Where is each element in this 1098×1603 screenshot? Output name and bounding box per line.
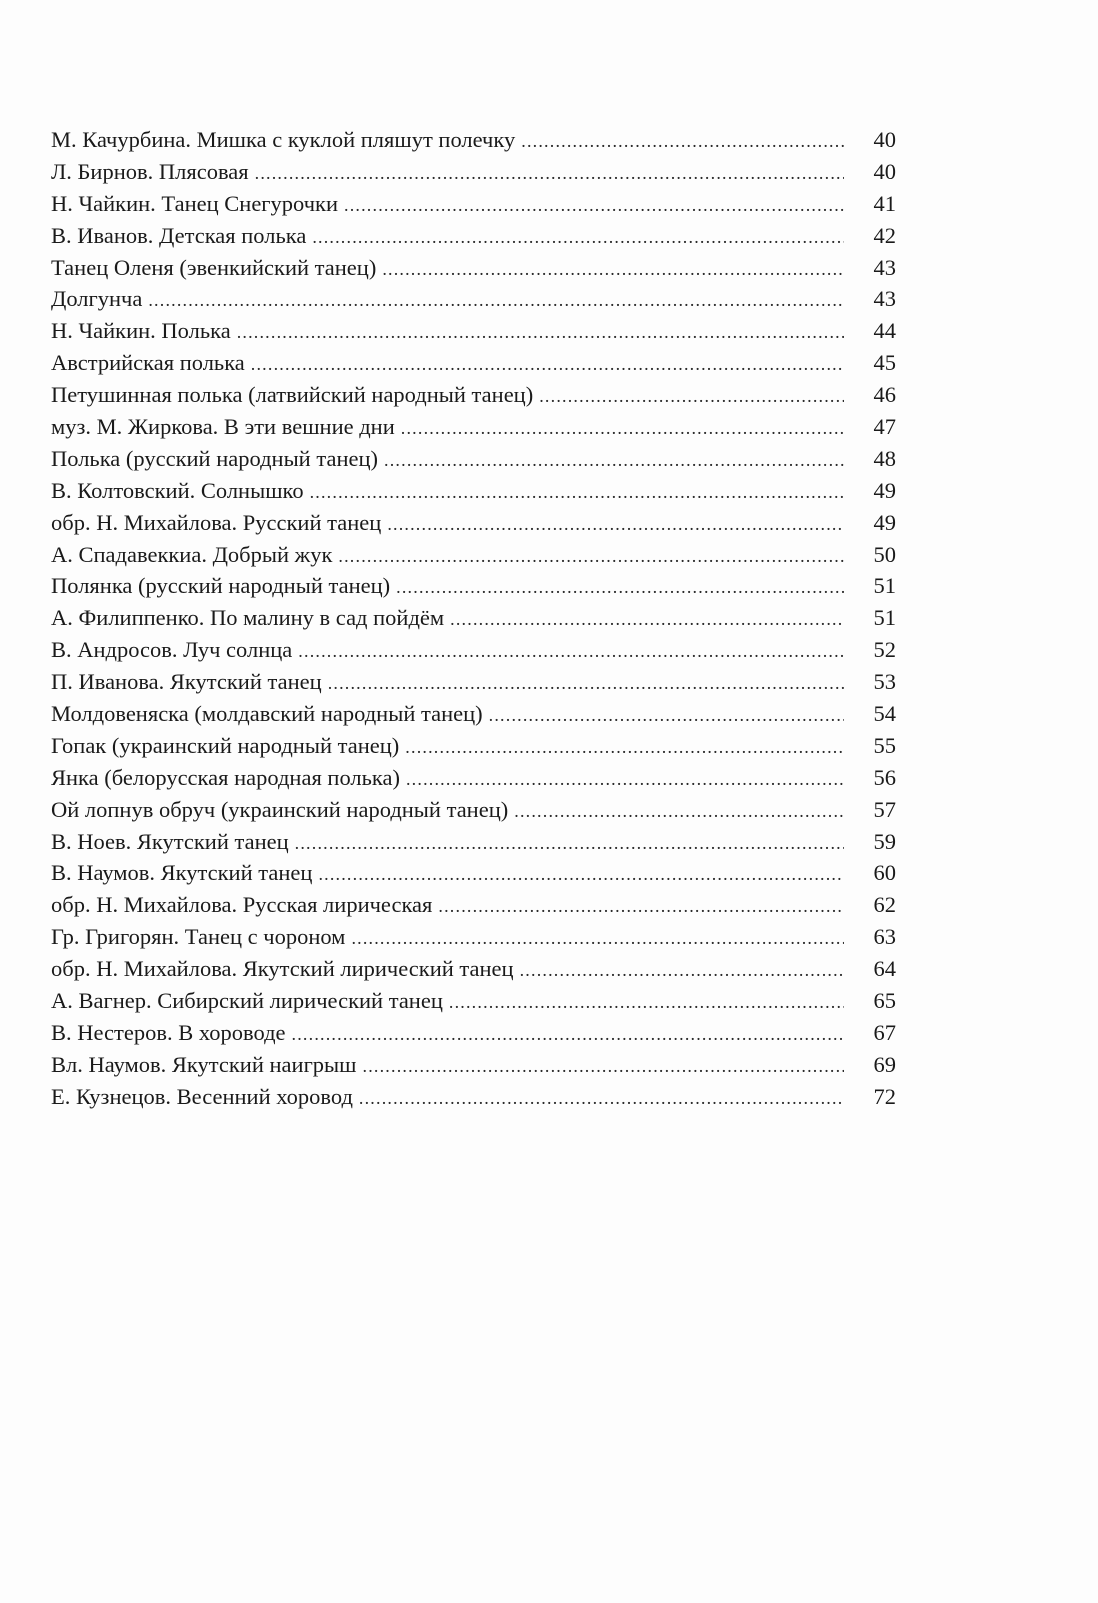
toc-entry bbox=[51, 446, 896, 478]
toc-entry-title: М. Качурбина. Мишка с куклой пляшут полечку bbox=[51, 127, 516, 152]
toc-dot-leader bbox=[387, 514, 844, 535]
toc-dot-leader bbox=[318, 864, 844, 885]
toc-entry bbox=[51, 1084, 896, 1116]
toc-entry-title: Янка (белорусская народная полька) bbox=[51, 764, 400, 790]
toc-entry-page-number: 67 bbox=[873, 1019, 896, 1045]
toc-dot-leader bbox=[489, 705, 844, 726]
toc-entry-title: Н. Чайкин. Полька bbox=[51, 318, 231, 344]
toc-dot-leader bbox=[351, 928, 844, 949]
toc-entry-page-number: 65 bbox=[873, 988, 896, 1014]
toc-entry-title: Ой лопнув обруч (украинский народный танец) bbox=[51, 796, 509, 822]
toc-dot-leader bbox=[520, 960, 844, 981]
toc-entry-page-number: 62 bbox=[873, 892, 896, 918]
toc-dot-leader bbox=[449, 992, 844, 1013]
toc-entry-title: Танец Оленя (эвенкийский танец) bbox=[51, 254, 377, 280]
toc-dot-leader bbox=[363, 1056, 845, 1077]
toc-entry-title: обр. Н. Михайлова. Русский танец bbox=[51, 509, 382, 535]
toc-entry-page-number: 42 bbox=[873, 222, 896, 248]
toc-dot-leader bbox=[344, 195, 844, 216]
toc-entry bbox=[51, 382, 896, 414]
toc-entry-title: Гр. Григорян. Танец с чороном bbox=[51, 924, 346, 950]
toc-entry-page-number: 49 bbox=[873, 477, 896, 503]
toc-entry-title: В. Колтовский. Солнышко bbox=[51, 477, 304, 503]
toc-entry bbox=[51, 733, 896, 765]
toc-entry bbox=[51, 765, 896, 797]
toc-dot-leader bbox=[450, 609, 844, 630]
toc-entry bbox=[51, 223, 896, 255]
toc-entry-title: П. Иванова. Якутский танец bbox=[51, 669, 322, 695]
toc-entry bbox=[51, 350, 896, 382]
toc-entry-page-number: 53 bbox=[873, 669, 896, 695]
toc-dot-leader bbox=[295, 833, 844, 854]
toc-entry-page-number: 50 bbox=[873, 541, 896, 567]
toc-entry-page-number: 48 bbox=[873, 445, 896, 471]
table-of-contents bbox=[51, 127, 896, 1116]
toc-entry bbox=[51, 956, 896, 988]
toc-entry-title: А. Вагнер. Сибирский лирический танец bbox=[51, 988, 443, 1014]
toc-entry-title: В. Нестеров. В хороводе bbox=[51, 1019, 286, 1045]
toc-entry-page-number: 40 bbox=[873, 127, 896, 152]
toc-dot-leader bbox=[298, 641, 844, 662]
toc-entry-page-number: 51 bbox=[873, 573, 896, 599]
toc-entry-page-number: 69 bbox=[873, 1051, 896, 1077]
toc-entry-page-number: 72 bbox=[873, 1083, 896, 1109]
toc-entry bbox=[51, 669, 896, 701]
toc-entry-page-number: 56 bbox=[873, 764, 896, 790]
toc-entry-page-number: 49 bbox=[873, 509, 896, 535]
toc-entry-page-number: 60 bbox=[873, 860, 896, 886]
toc-dot-leader bbox=[401, 418, 844, 439]
toc-dot-leader bbox=[328, 673, 844, 694]
toc-entry bbox=[51, 573, 896, 605]
toc-entry-page-number: 43 bbox=[873, 286, 896, 312]
toc-entry-page-number: 47 bbox=[873, 414, 896, 440]
toc-entry-title: обр. Н. Михайлова. Якутский лирический танец bbox=[51, 956, 514, 982]
toc-entry bbox=[51, 191, 896, 223]
toc-entry bbox=[51, 414, 896, 446]
toc-entry-title: Долгунча bbox=[51, 286, 143, 312]
toc-entry-page-number: 54 bbox=[873, 701, 896, 727]
toc-entry-title: В. Наумов. Якутский танец bbox=[51, 860, 313, 886]
toc-entry-page-number: 45 bbox=[873, 350, 896, 376]
toc-dot-leader bbox=[514, 801, 844, 822]
toc-entry-page-number: 64 bbox=[873, 956, 896, 982]
toc-entry bbox=[51, 1020, 896, 1052]
toc-entry-page-number: 63 bbox=[873, 924, 896, 950]
toc-entry bbox=[51, 542, 896, 574]
toc-entry bbox=[51, 637, 896, 669]
toc-entry bbox=[51, 860, 896, 892]
toc-entry-title: А. Филиппенко. По малину в сад пойдём bbox=[51, 605, 445, 631]
toc-entry-title: Гопак (украинский народный танец) bbox=[51, 732, 400, 758]
toc-entry-title: А. Спадавеккиа. Добрый жук bbox=[51, 541, 333, 567]
toc-dot-leader bbox=[406, 769, 844, 790]
toc-dot-leader bbox=[338, 546, 844, 567]
toc-entry bbox=[51, 478, 896, 510]
toc-dot-leader bbox=[384, 450, 844, 471]
toc-entry-title: В. Иванов. Детская полька bbox=[51, 222, 307, 248]
toc-dot-leader bbox=[237, 322, 844, 343]
toc-entry-page-number: 57 bbox=[873, 796, 896, 822]
toc-entry-title: Полька (русский народный танец) bbox=[51, 445, 379, 471]
toc-entry bbox=[51, 892, 896, 924]
toc-entry-title: В. Андросов. Луч солнца bbox=[51, 637, 293, 663]
toc-dot-leader bbox=[438, 896, 844, 917]
toc-entry-title: Петушинная полька (латвийский народный танец) bbox=[51, 382, 534, 408]
toc-entry bbox=[51, 988, 896, 1020]
toc-entry bbox=[51, 1052, 896, 1084]
toc-entry bbox=[51, 605, 896, 637]
toc-dot-leader bbox=[310, 482, 844, 503]
toc-entry bbox=[51, 127, 896, 159]
toc-entry bbox=[51, 924, 896, 956]
toc-dot-leader bbox=[539, 386, 844, 407]
toc-entry-page-number: 41 bbox=[873, 190, 896, 216]
toc-dot-leader bbox=[359, 1088, 844, 1109]
toc-dot-leader bbox=[148, 290, 844, 311]
toc-entry-page-number: 59 bbox=[873, 828, 896, 854]
toc-entry-title: обр. Н. Михайлова. Русская лирическая bbox=[51, 892, 433, 918]
toc-entry-title: Молдовеняска (молдавский народный танец) bbox=[51, 701, 483, 727]
toc-entry-title: Н. Чайкин. Танец Снегурочки bbox=[51, 190, 338, 216]
toc-dot-leader bbox=[251, 354, 844, 375]
toc-entry bbox=[51, 701, 896, 733]
toc-entry bbox=[51, 829, 896, 861]
toc-entry-title: муз. М. Жиркова. В эти вешние дни bbox=[51, 414, 395, 440]
toc-entry-page-number: 52 bbox=[873, 637, 896, 663]
toc-entry-title: Вл. Наумов. Якутский наигрыш bbox=[51, 1051, 357, 1077]
toc-dot-leader bbox=[405, 737, 844, 758]
toc-entry-page-number: 51 bbox=[873, 605, 896, 631]
toc-entry-page-number: 55 bbox=[873, 732, 896, 758]
toc-entry-title: Л. Бирнов. Плясовая bbox=[51, 158, 249, 184]
toc-dot-leader bbox=[312, 227, 844, 248]
toc-entry bbox=[51, 797, 896, 829]
toc-dot-leader bbox=[292, 1024, 844, 1045]
toc-entry-page-number: 44 bbox=[873, 318, 896, 344]
toc-dot-leader bbox=[521, 131, 844, 152]
toc-entry-title: Е. Кузнецов. Весенний хоровод bbox=[51, 1083, 353, 1109]
toc-entry-page-number: 43 bbox=[873, 254, 896, 280]
toc-dot-leader bbox=[382, 259, 844, 280]
toc-dot-leader bbox=[255, 163, 844, 184]
toc-entry bbox=[51, 510, 896, 542]
toc-entry-title: В. Ноев. Якутский танец bbox=[51, 828, 289, 854]
toc-entry bbox=[51, 159, 896, 191]
toc-entry-title: Австрийская полька bbox=[51, 350, 245, 376]
toc-entry bbox=[51, 255, 896, 287]
toc-entry bbox=[51, 318, 896, 350]
toc-entry-title: Полянка (русский народный танец) bbox=[51, 573, 391, 599]
toc-entry-page-number: 40 bbox=[873, 158, 896, 184]
toc-dot-leader bbox=[396, 577, 844, 598]
toc-entry-page-number: 46 bbox=[873, 382, 896, 408]
toc-entry bbox=[51, 286, 896, 318]
